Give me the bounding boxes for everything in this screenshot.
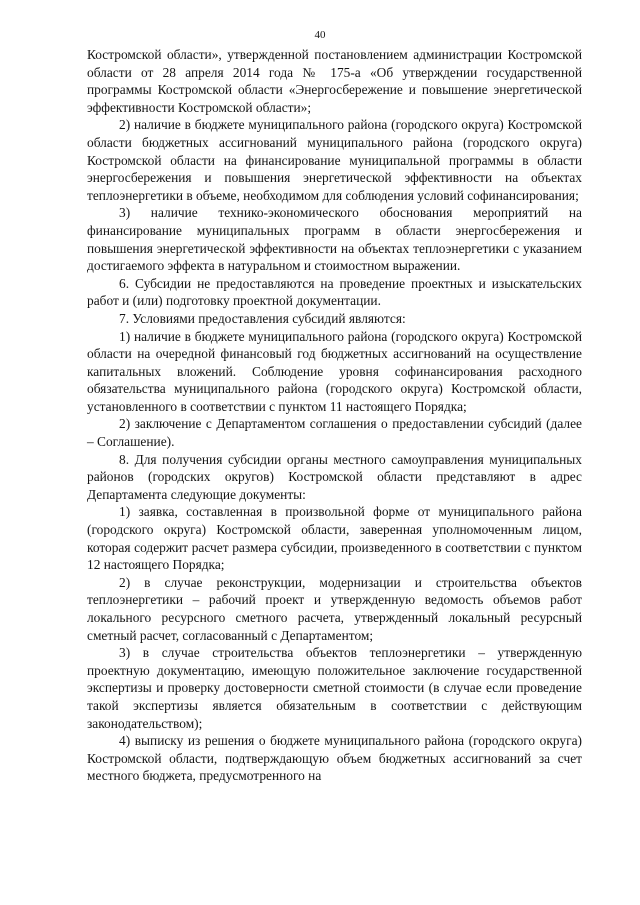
paragraph-continuation: Костромской области», утвержденной постановлением администрации Костромской области от 28 апреля 2014 года № 175-а «Об утверждении государственной программы Костромской области «Энергосбережение и повышение энергетической эффективности Костромской области»; [87, 47, 582, 115]
paragraph-section-7-item-2: 2) заключение с Департаментом соглашения о предоставлении субсидий (далее – Соглашение). [87, 416, 582, 450]
paragraph-section-8-item-1: 1) заявка, составленная в произвольной форме от муниципального района (городского округа) Костромской области, заверенная уполномоченным лицом, которая содержит расчет размера субсидии, произведенного в соответствии с пунктом 12 настоящего Порядка; [87, 504, 582, 573]
paragraph-section-6: 6. Субсидии не предоставляются на проведение проектных и изыскательских работ и (или) подготовку проектной документации. [87, 275, 582, 309]
paragraph-item-2: 2) наличие в бюджете муниципального района (городского округа) Костромской области бюджетных ассигнований муниципального района (городского округа) Костромской области на финансирование муниципальной программы в области энергосбережения и повышения энергетической эффективности на объектах теплоэнергетики в объеме, необходимом для соблюдения условий софинансирования; [87, 117, 582, 203]
paragraph-section-7: 7. Условиями предоставления субсидий являются: [119, 310, 406, 326]
document-body [87, 46, 582, 785]
page-number: 40 [314, 29, 326, 41]
paragraph-section-8-item-3: 3) в случае строительства объектов теплоэнергетики – утвержденную проектную документацию, имеющую положительное заключение государственной экспертизы и проверку достоверности сметной стоимости (в случае если проведение такой экспертизы является обязательным в соответствии с действующим законодательством); [87, 645, 582, 731]
paragraph-section-8-item-4: 4) выписку из решения о бюджете муниципального района (городского округа) Костромской области, подтверждающую объем бюджетных ассигнований за счет местного бюджета, предусмотренного на [87, 733, 582, 784]
paragraph-section-8: 8. Для получения субсидии органы местного самоуправления муниципальных районов (городских округов) Костромской области представляют в адрес Департамента следующие документы: [87, 451, 582, 502]
paragraph-section-8-item-2: 2) в случае реконструкции, модернизации и строительства объектов теплоэнергетики – рабочий проект и утвержденную ведомость объемов работ локального ресурсного сметного расчета, утвержденный локальный ресурсный сметный расчет, согласованный с Департаментом; [87, 574, 582, 643]
paragraph-section-7-item-1: 1) наличие в бюджете муниципального района (городского округа) Костромской области на очередной финансовый год бюджетных ассигнований на осуществление капитальных вложений. Соблюдение уровня софинансирования расходного обязательства муниципального района (городского округа) Костромской области, установленного в соответствии с пунктом 11 настоящего Порядка; [87, 328, 582, 414]
paragraph-item-3: 3) наличие технико-экономического обоснования мероприятий на финансирование муниципальных программ в области энергосбережения и повышения энергетической эффективности на объектах теплоэнергетики с указанием достигаемого эффекта в натуральном и стоимостном выражении. [87, 205, 582, 274]
